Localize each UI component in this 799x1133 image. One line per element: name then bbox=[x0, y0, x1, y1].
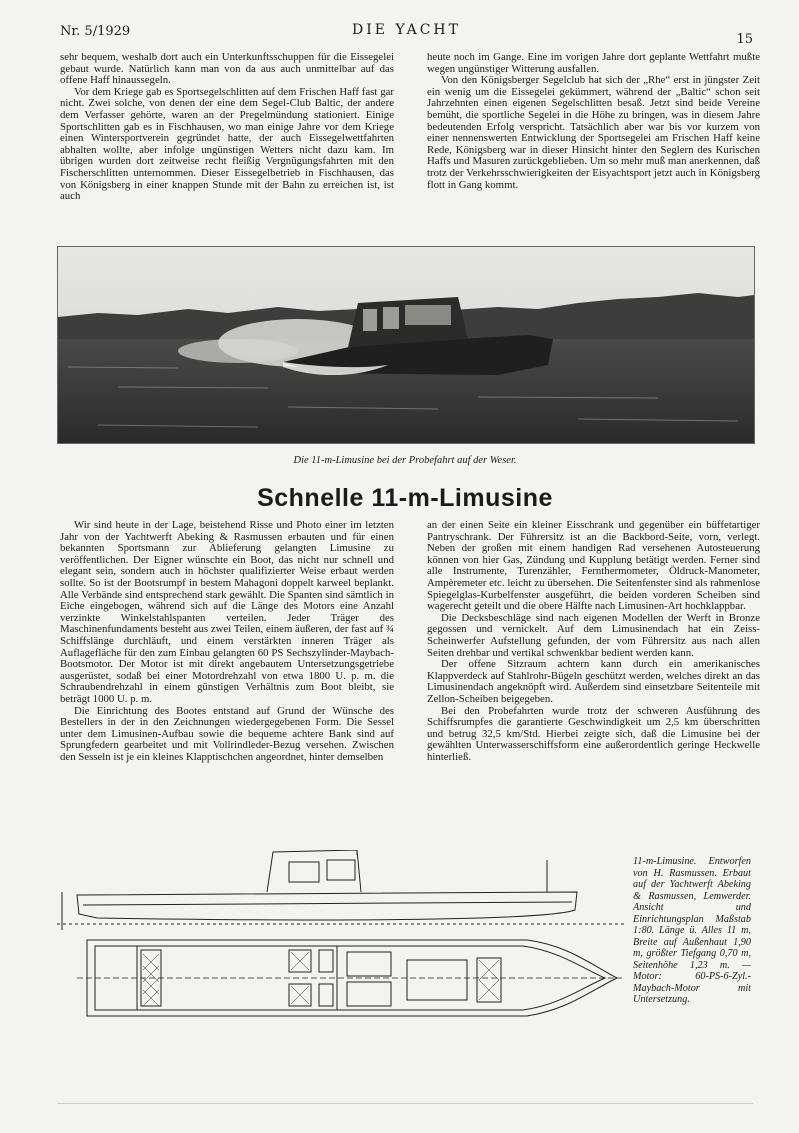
paragraph: Bei den Probefahrten wurde trotz der schweren Ausführung des Schiffsrumpfes die garantierte Geschwindigkeit um 2,5 km überschritten und betrug 32,5 km/Std. Hierbei zeigte sich, daß die Limusine bei der gewählten Unterwasserschiffsform eine außerordentlich geringe Heckwelle hinterließ. bbox=[427, 704, 760, 763]
motorboat-photo-illustration bbox=[58, 247, 754, 443]
bottom-rule bbox=[57, 1103, 753, 1104]
elevation-and-deck-plan bbox=[57, 850, 632, 1040]
paragraph: heute noch im Gange. Eine im vorigen Jahre dort geplante Wettfahrt mußte wegen ungünstiger Witterung ausfallen. bbox=[427, 51, 760, 75]
article-headline: Schnelle 11-m-Limusine bbox=[257, 484, 553, 512]
page-number: 15 bbox=[736, 32, 753, 47]
article-left-column bbox=[60, 520, 394, 763]
paragraph: Die Einrichtung des Bootes entstand auf Grund der Wünsche des Bestellers in der in den Zeichnungen wiedergegebenen Form. Die Sessel unter dem Limusinen-Aufbau sowie die bequeme achtere Bank sind auf Sprungfedern gearbeitet und mit Vollrindleder-Bezug versehen. Zwischen den Sesseln ist je ein kleines Klapptischchen angeordnet, hinter demselben bbox=[60, 704, 394, 763]
paragraph: Der offene Sitzraum achtern kann durch ein amerikanisches Klappverdeck auf Stahlrohr-Bügeln geschützt werden, welches direkt an das Limusinendach angeknöpft wird. Außerdem sind einsetzbare Seitenteile mit Zellon-Scheiben beigegeben. bbox=[427, 658, 760, 705]
paragraph: sehr bequem, weshalb dort auch ein Unterkunftsschuppen für die Eissegelei gebaut wurde. Natürlich kann man von da aus auch unmittelbar auf das offene Haff hinaussegeln. bbox=[60, 51, 394, 87]
boat-photo bbox=[57, 246, 755, 444]
photo-caption: Die 11-m-Limusine bei der Probefahrt auf der Weser. bbox=[293, 455, 517, 466]
page-header bbox=[60, 22, 753, 47]
paragraph: Von den Königsberger Segelclub hat sich der „Rhe“ erst in jüngster Zeit ein wenig um die Eissegelei gekümmert, während der „Baltic“ schon seit Jahrzehnten einen eigenen Segelschlitten besaß. Jetzt sind beide Vereine bemüht, die sportliche Segelei in die Höhe zu bringen, was in diesem Jahre bedeutenden Erfolg verspricht. Tatsächlich aber war bis vor kurzem von einer nennenswerten Entwicklung der Sportsegelei am Frischen Haff keine Rede, Königsberg war in dieser Hinsicht hinter den Seglern des Kurischen Haffs und Masuren zurückgeblieben. Um so mehr muß man anerkennen, daß trotz der Verkehrsschwierigkeiten der Eisyachtsport jetzt auch in Königsberg flott in Gang kommt. bbox=[427, 74, 760, 191]
paragraph: Wir sind heute in der Lage, beistehend Risse und Photo einer im letzten Jahr von der Yachtwerft Abeking & Rasmussen erbauten und für einen bekannten Sportsmann zur Ablieferung gelangten Limusine zu veröffentlichen. Der Eigner wünschte ein Boot, das nicht nur schnell und elegant sein, sondern auch in höchster qualifizierter Weise erbaut werden sollte. So ist der Bootsrumpf in bestem Mahagoni doppelt karweel beplankt. Alle Verbände sind entsprechend stark gewählt. Die Spanten sind sämtlich in Eiche eingebogen, während sich auf die Länge des Motors eine Anzahl verzinkte Winkelstahlspanten verteilen. Jeder Träger des Maschinenfundaments besteht aus zwei Teilen, einem äußeren, der fast auf ¾ Schiffslänge durchläuft, und einem verstärkten inneren Träger als Auflagefläche für den zum Einbau gelangten 60 PS Sechszylinder-Maybach-Bootsmotor. Der Motor ist mit direkt angebautem Untersetzungsgetriebe ausgerüstet, sodaß bei einer Motordrehzahl von etwa 1800 U. p. m. die Schraubendrehzahl in einem günstigen Verhältnis zum Boot bleibt, sie beträgt 1000 U. p. m. bbox=[60, 519, 394, 705]
paragraph: Die Decksbeschläge sind nach eigenen Modellen der Werft in Bronze gegossen und vernickelt. Auf dem Limusinendach hat ein Zeiss-Scheinwerfer Aufstellung gefunden, der vom Führersitz aus nach allen Seiten drehbar und vertikal schwenkbar bedient werden kann. bbox=[427, 611, 760, 659]
paragraph: an der einen Seite ein kleiner Eisschrank und gegenüber ein büffetartiger Pantryschrank. Der Führersitz ist an die Backbord-Seite, vorn, verlegt. Neben der großen mit einem handigen Rad versehenen Autosteuerung können von hier Gas, Zündung und Kupplung betätigt werden. Ferner sind alle Instrumente, Turenzähler, Fernthermometer, Öldruck-Manometer, Ampèremeter etc. leicht zu übersehen. Die Seitenfenster sind als rahmenlose Spiegelglas-Kurbelfenster ausgeführt, die beiden vorderen Scheiben sind wagerecht geteilt und die obere Hälfte nach Limusinen-Art hochklappbar. bbox=[427, 519, 760, 613]
magazine-title: DIE YACHT bbox=[352, 22, 461, 38]
top-right-column bbox=[427, 52, 760, 191]
plan-caption: 11-m-Limusine. Entworfen von H. Rasmussen. Erbaut auf der Yachtwerft Abeking & Rasmussen, Lemwerder. Ansicht und Einrichtungsplan Maßstab 1:80. Länge ü. Alles 11 m, Breite auf Außenhaut 1,90 m, größter Tiefgang 0,70 m, Seitenhöhe 1,23 m. — Motor: 60-PS-6-Zyl.-Maybach-Motor mit Untersetzung. bbox=[633, 856, 751, 1005]
paragraph: Vor dem Kriege gab es Sportsegelschlitten auf dem Frischen Haff fast gar nicht. Zwei solche, von denen der eine dem Segel-Club Baltic, der andere dem Verfasser gehörte, waren an der Pregelmündung stationiert. Einige Sportschlitten gab es in Fischhausen, wo man einige Jahre vor dem Kriege einen Wintersportverein gegründet hatte, der auch Eissegelwettfahrten abhalten wollte, aber infolge ungünstigen Wetters nicht dazu kam. Im übrigen wurden dort zeitweise recht fleißig Vergnügungsfahrten mit den Fischerschlitten unternommen. Dieser Eissegelbetrieb in Fischhausen, das von Königsberg in einer knappen Stunde mit der Bahn zu erreichen ist, ist auch bbox=[60, 85, 394, 203]
boat-plan-drawing bbox=[57, 850, 632, 1040]
top-left-column bbox=[60, 52, 394, 203]
article-right-column bbox=[427, 520, 760, 763]
issue-number: Nr. 5/1929 bbox=[60, 24, 131, 39]
